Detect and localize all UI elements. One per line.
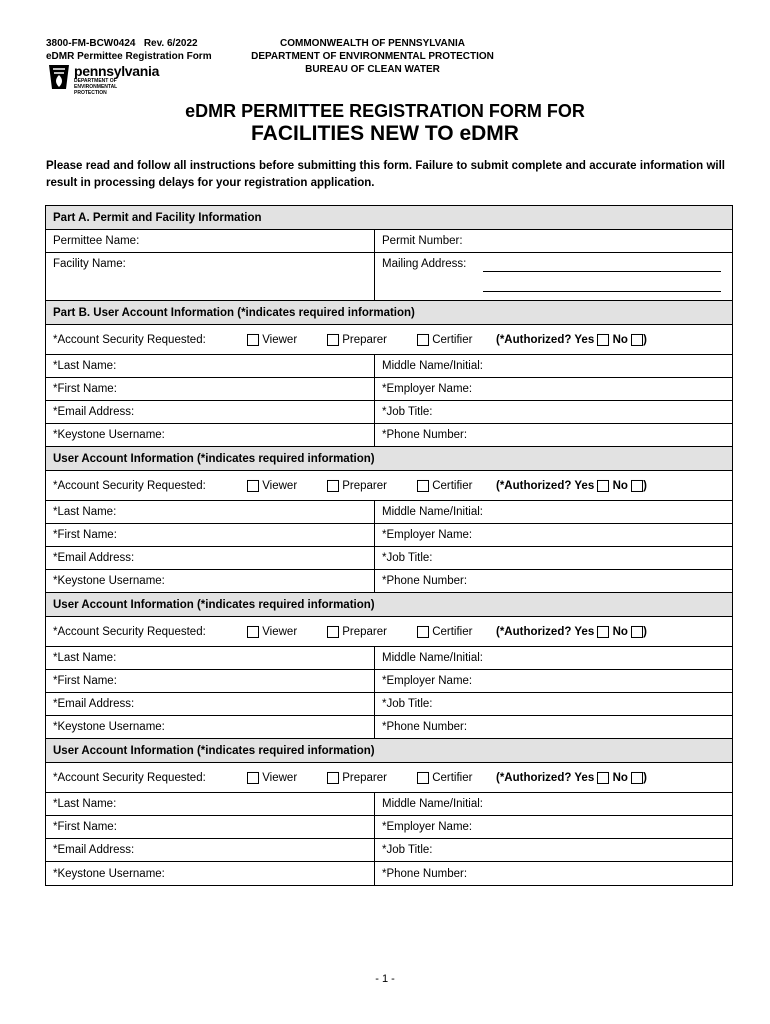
facility-name-field[interactable] <box>46 253 375 300</box>
form-identifier <box>46 37 212 63</box>
preparer-option[interactable] <box>327 771 387 783</box>
user-row <box>46 501 732 524</box>
viewer-option[interactable] <box>247 333 297 345</box>
job-title-label: *Job Title: <box>382 698 433 710</box>
form-title-line-2: FACILITIES NEW TO eDMR <box>251 122 519 145</box>
keystone-username-field[interactable] <box>46 424 375 446</box>
permittee-name-label: Permittee Name: <box>53 235 140 247</box>
last-name-label: *Last Name: <box>53 360 117 372</box>
preparer-label: Preparer <box>342 333 387 346</box>
yes-label: Yes <box>574 625 595 638</box>
employer-name-label: *Employer Name: <box>382 675 473 687</box>
account-security-row <box>46 325 732 355</box>
account-security-label: *Account Security Requested: <box>53 625 206 638</box>
authorized-no-checkbox[interactable] <box>631 479 643 491</box>
authorized-label: (*Authorized? <box>496 479 572 492</box>
certifier-label: Certifier <box>432 333 473 346</box>
employer-name-field[interactable] <box>375 816 732 838</box>
viewer-checkbox[interactable] <box>247 771 259 783</box>
part-a-heading: Part A. Permit and Facility Information <box>46 206 732 230</box>
user-row <box>46 670 732 693</box>
authorized-label: (*Authorized? <box>496 771 572 784</box>
user-section-heading <box>46 447 732 471</box>
agency-line-1: COMMONWEALTH OF PENNSYLVANIA <box>280 38 465 49</box>
mailing-address-line-2[interactable] <box>483 291 721 292</box>
permit-number-field[interactable] <box>375 230 732 252</box>
middle-name-field[interactable] <box>375 355 732 377</box>
keystone-icon <box>47 63 71 91</box>
job-title-label: *Job Title: <box>382 406 433 418</box>
account-security-label: *Account Security Requested: <box>53 333 206 346</box>
form-title-line-1: eDMR PERMITTEE REGISTRATION FORM FOR <box>185 101 585 121</box>
mailing-address-field[interactable] <box>375 253 732 300</box>
email-address-field[interactable] <box>46 839 375 861</box>
first-name-field[interactable] <box>46 378 375 400</box>
certifier-label: Certifier <box>432 771 473 784</box>
logo-department: DEPARTMENT OF ENVIRONMENTAL PROTECTION <box>74 78 118 96</box>
authorized-no-checkbox[interactable] <box>631 333 643 345</box>
form-revision: Rev. 6/2022 <box>143 38 198 49</box>
authorized-yes-checkbox[interactable] <box>597 479 609 491</box>
authorized-question <box>496 333 647 345</box>
job-title-field[interactable] <box>375 839 732 861</box>
employer-name-field[interactable] <box>375 670 732 692</box>
job-title-label: *Job Title: <box>382 844 433 856</box>
authorized-label: (*Authorized? <box>496 625 572 638</box>
user-section-heading <box>46 301 732 325</box>
authorized-close: ) <box>643 771 648 784</box>
account-security-row <box>46 471 732 501</box>
last-name-label: *Last Name: <box>53 506 117 518</box>
user-row <box>46 355 732 378</box>
user-section-heading-text: Part B. User Account Information (*indicates required information) <box>53 306 415 319</box>
viewer-checkbox[interactable] <box>247 625 259 637</box>
no-label: No <box>612 479 628 492</box>
user-section-heading-text: User Account Information (*indicates required information) <box>53 744 375 757</box>
preparer-label: Preparer <box>342 479 387 492</box>
authorized-yes-checkbox[interactable] <box>597 771 609 783</box>
authorized-no-checkbox[interactable] <box>631 771 643 783</box>
authorized-question <box>496 771 647 783</box>
preparer-checkbox[interactable] <box>327 333 339 345</box>
email-address-label: *Email Address: <box>53 552 135 564</box>
user-section-heading <box>46 593 732 617</box>
viewer-option[interactable] <box>247 479 297 491</box>
yes-label: Yes <box>574 771 595 784</box>
middle-name-field[interactable] <box>375 647 732 669</box>
user-row <box>46 570 732 593</box>
middle-name-field[interactable] <box>375 793 732 815</box>
pennsylvania-logo <box>47 63 197 96</box>
user-row <box>46 547 732 570</box>
authorized-yes-checkbox[interactable] <box>597 333 609 345</box>
preparer-label: Preparer <box>342 625 387 638</box>
permit-number-label: Permit Number: <box>382 235 463 247</box>
last-name-field[interactable] <box>46 501 375 523</box>
user-row <box>46 524 732 547</box>
authorized-close: ) <box>643 333 648 346</box>
preparer-option[interactable] <box>327 625 387 637</box>
certifier-checkbox[interactable] <box>417 771 429 783</box>
first-name-label: *First Name: <box>53 383 117 395</box>
employer-name-label: *Employer Name: <box>382 529 473 541</box>
phone-number-field[interactable] <box>375 424 732 446</box>
yes-label: Yes <box>574 479 595 492</box>
viewer-label: Viewer <box>262 333 298 346</box>
phone-number-field[interactable] <box>375 716 732 738</box>
last-name-label: *Last Name: <box>53 652 117 664</box>
viewer-option[interactable] <box>247 625 297 637</box>
first-name-label: *First Name: <box>53 821 117 833</box>
authorized-close: ) <box>643 479 648 492</box>
email-address-label: *Email Address: <box>53 406 135 418</box>
viewer-checkbox[interactable] <box>247 333 259 345</box>
user-row <box>46 816 732 839</box>
job-title-field[interactable] <box>375 693 732 715</box>
middle-name-label: Middle Name/Initial: <box>382 506 483 518</box>
agency-line-2: DEPARTMENT OF ENVIRONMENTAL PROTECTION <box>251 51 494 62</box>
phone-number-label: *Phone Number: <box>382 721 468 733</box>
first-name-field[interactable] <box>46 524 375 546</box>
keystone-username-label: *Keystone Username: <box>53 575 165 587</box>
authorized-close: ) <box>643 625 648 638</box>
user-row <box>46 793 732 816</box>
viewer-label: Viewer <box>262 479 298 492</box>
viewer-option[interactable] <box>247 771 297 783</box>
last-name-field[interactable] <box>46 647 375 669</box>
middle-name-label: Middle Name/Initial: <box>382 652 483 664</box>
keystone-username-field[interactable] <box>46 570 375 592</box>
keystone-username-field[interactable] <box>46 716 375 738</box>
email-address-label: *Email Address: <box>53 698 135 710</box>
keystone-username-field[interactable] <box>46 862 375 885</box>
user-row <box>46 862 732 885</box>
user-row <box>46 716 732 739</box>
preparer-checkbox[interactable] <box>327 625 339 637</box>
job-title-label: *Job Title: <box>382 552 433 564</box>
first-name-field[interactable] <box>46 670 375 692</box>
part-a-row <box>46 253 732 301</box>
authorized-question <box>496 625 647 637</box>
facility-name-label: Facility Name: <box>53 258 126 270</box>
viewer-label: Viewer <box>262 771 298 784</box>
last-name-label: *Last Name: <box>53 798 117 810</box>
user-row <box>46 401 732 424</box>
no-label: No <box>612 625 628 638</box>
account-security-label: *Account Security Requested: <box>53 771 206 784</box>
first-name-label: *First Name: <box>53 675 117 687</box>
logo-wordmark: pennsylvania <box>74 63 160 79</box>
keystone-username-label: *Keystone Username: <box>53 429 165 441</box>
preparer-checkbox[interactable] <box>327 771 339 783</box>
authorized-no-checkbox[interactable] <box>631 625 643 637</box>
agency-line-3: BUREAU OF CLEAN WATER <box>305 64 440 75</box>
part-a-row <box>46 230 732 253</box>
email-address-field[interactable] <box>46 401 375 423</box>
mailing-address-label: Mailing Address: <box>382 258 467 270</box>
keystone-username-label: *Keystone Username: <box>53 867 165 880</box>
form-id: 3800-FM-BCW0424 <box>46 38 136 49</box>
employer-name-label: *Employer Name: <box>382 383 473 395</box>
authorized-yes-checkbox[interactable] <box>597 625 609 637</box>
certifier-option[interactable] <box>417 333 472 345</box>
viewer-checkbox[interactable] <box>247 479 259 491</box>
certifier-checkbox[interactable] <box>417 625 429 637</box>
employer-name-field[interactable] <box>375 524 732 546</box>
employer-name-label: *Employer Name: <box>382 821 473 833</box>
middle-name-label: Middle Name/Initial: <box>382 360 483 372</box>
certifier-checkbox[interactable] <box>417 333 429 345</box>
user-section-heading-text: User Account Information (*indicates required information) <box>53 452 375 465</box>
certifier-label: Certifier <box>432 479 473 492</box>
user-section-heading <box>46 739 732 763</box>
certifier-option[interactable] <box>417 625 472 637</box>
authorized-label: (*Authorized? <box>496 333 572 346</box>
account-security-row <box>46 763 732 793</box>
certifier-checkbox[interactable] <box>417 479 429 491</box>
instructions-text: Please read and follow all instructions before submitting this form. Failure to submit complete and accurate information will result in processing delays for your registration application. <box>46 160 725 189</box>
job-title-field[interactable] <box>375 547 732 569</box>
phone-number-field[interactable] <box>375 570 732 592</box>
email-address-field[interactable] <box>46 693 375 715</box>
user-row <box>46 693 732 716</box>
job-title-field[interactable] <box>375 401 732 423</box>
form-name: eDMR Permittee Registration Form <box>46 51 212 62</box>
user-row <box>46 424 732 447</box>
certifier-option[interactable] <box>417 771 472 783</box>
preparer-option[interactable] <box>327 333 387 345</box>
phone-number-label: *Phone Number: <box>382 867 468 880</box>
page-number: - 1 - <box>375 973 395 985</box>
user-row <box>46 378 732 401</box>
phone-number-label: *Phone Number: <box>382 429 468 441</box>
user-row <box>46 647 732 670</box>
no-label: No <box>612 771 628 784</box>
preparer-option[interactable] <box>327 479 387 491</box>
middle-name-field[interactable] <box>375 501 732 523</box>
preparer-label: Preparer <box>342 771 387 784</box>
account-security-row <box>46 617 732 647</box>
first-name-field[interactable] <box>46 816 375 838</box>
certifier-option[interactable] <box>417 479 472 491</box>
preparer-checkbox[interactable] <box>327 479 339 491</box>
phone-number-label: *Phone Number: <box>382 575 468 587</box>
yes-label: Yes <box>574 333 595 346</box>
no-label: No <box>612 333 628 346</box>
email-address-label: *Email Address: <box>53 844 135 856</box>
certifier-label: Certifier <box>432 625 473 638</box>
registration-form <box>45 205 733 886</box>
user-section-heading-text: User Account Information (*indicates required information) <box>53 598 375 611</box>
last-name-field[interactable] <box>46 355 375 377</box>
authorized-question <box>496 479 647 491</box>
mailing-address-line-1[interactable] <box>483 271 721 272</box>
last-name-field[interactable] <box>46 793 375 815</box>
permittee-name-field[interactable] <box>46 230 375 252</box>
agency-block <box>245 37 500 76</box>
viewer-label: Viewer <box>262 625 298 638</box>
user-row <box>46 839 732 862</box>
keystone-username-label: *Keystone Username: <box>53 721 165 733</box>
phone-number-field[interactable] <box>375 862 732 885</box>
employer-name-field[interactable] <box>375 378 732 400</box>
first-name-label: *First Name: <box>53 529 117 541</box>
middle-name-label: Middle Name/Initial: <box>382 798 483 810</box>
account-security-label: *Account Security Requested: <box>53 479 206 492</box>
email-address-field[interactable] <box>46 547 375 569</box>
